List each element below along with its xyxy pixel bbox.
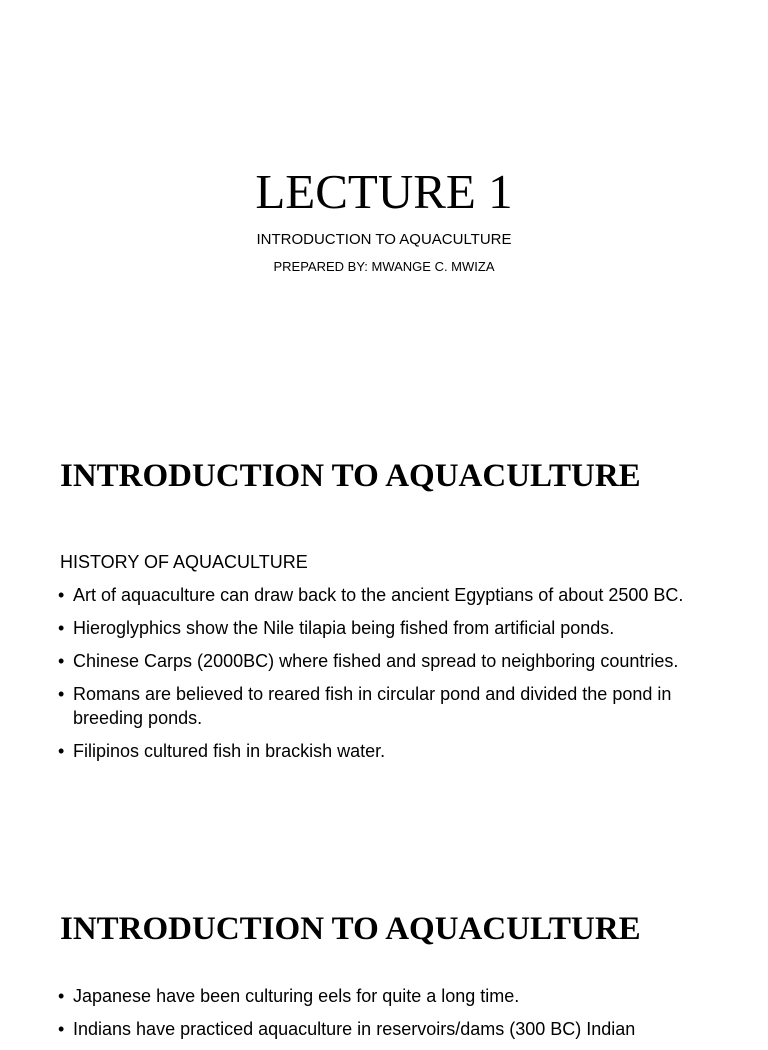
- slide-subheading: HISTORY OF AQUACULTURE: [60, 552, 308, 572]
- lecture-author: PREPARED BY: MWANGE C. MWIZA: [273, 259, 495, 274]
- bullet-list: [58, 984, 738, 1050]
- list-item-text: Japanese have been culturing eels for quite a long time.: [73, 986, 520, 1006]
- list-item: [58, 583, 738, 607]
- list-item: [58, 739, 738, 763]
- bullet-list: [58, 583, 738, 772]
- bullet-icon: •: [58, 684, 65, 704]
- history-slide: [0, 420, 768, 880]
- title-slide: [0, 0, 768, 420]
- bullet-icon: •: [58, 585, 65, 605]
- list-item-text: Hieroglyphics show the Nile tilapia being fished from artificial ponds.: [73, 618, 615, 638]
- slide-heading: INTRODUCTION TO AQUACULTURE: [60, 458, 641, 494]
- list-item-text: Indians have practiced aquaculture in reservoirs/dams (300 BC) Indian: [73, 1019, 636, 1039]
- continuation-slide: [0, 880, 768, 1039]
- bullet-icon: •: [58, 651, 65, 671]
- bullet-icon: •: [58, 741, 65, 761]
- list-item-text: Chinese Carps (2000BC) where fished and spread to neighboring countries.: [73, 651, 679, 671]
- bullet-icon: •: [58, 618, 65, 638]
- list-item: [58, 616, 738, 640]
- list-item: [58, 1017, 738, 1041]
- list-item: [58, 649, 738, 673]
- list-item-text: Art of aquaculture can draw back to the ancient Egyptians of about 2500 BC.: [73, 585, 684, 605]
- lecture-title: LECTURE 1: [255, 164, 513, 219]
- list-item-text: Filipinos cultured fish in brackish water.: [73, 741, 386, 761]
- lecture-subtitle: INTRODUCTION TO AQUACULTURE: [256, 231, 512, 248]
- list-item-text: Romans are believed to reared fish in circular pond and divided the pond in breeding ponds.: [73, 684, 672, 728]
- bullet-icon: •: [58, 1019, 65, 1039]
- list-item: [58, 984, 738, 1008]
- slide-heading: INTRODUCTION TO AQUACULTURE: [60, 911, 641, 947]
- list-item: [58, 682, 738, 730]
- bullet-icon: •: [58, 986, 65, 1006]
